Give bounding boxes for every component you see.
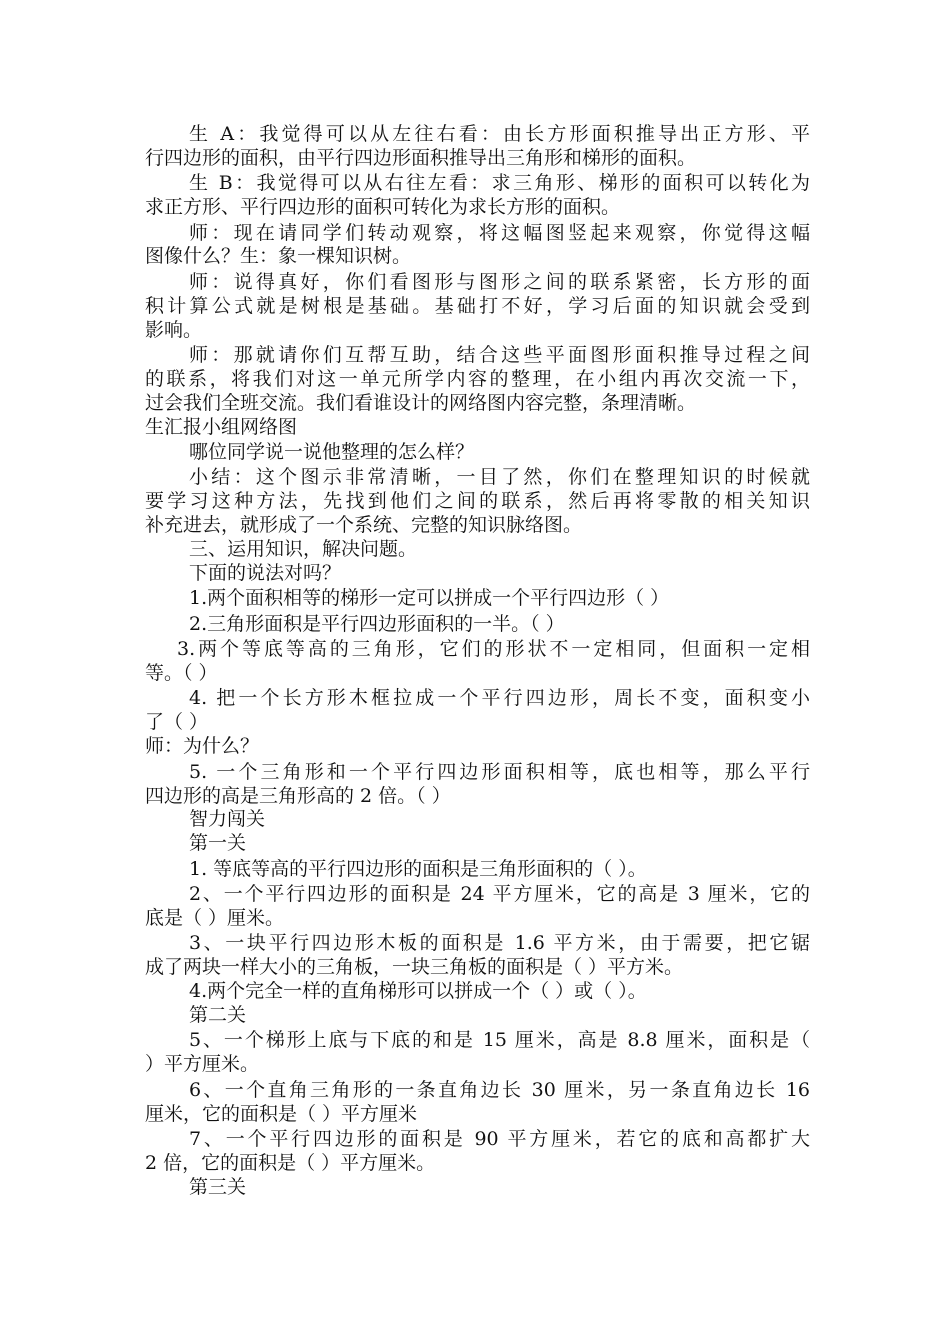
question-item: [145, 587, 810, 611]
text-line: 第三关: [189, 1175, 247, 1198]
paragraph: [145, 441, 810, 465]
text-line: 师：为什么？: [145, 735, 260, 758]
text-line: 三、运用知识，解决问题。: [189, 538, 418, 561]
text-line: 智力闯关: [189, 808, 266, 831]
text-line: 3、一块平行四边形木板的面积是 1.6 平方米，由于需要，把它锯: [189, 932, 810, 955]
text-line: 1. 等底等高的平行四边形的面积是三角形面积的（ ）。: [189, 857, 647, 880]
text-line: 要学习这种方法，先找到他们之间的联系，然后再将零散的相关知识: [145, 490, 810, 513]
paragraph: [145, 735, 810, 759]
text-line: 1.两个面积相等的梯形一定可以拼成一个平行四边形（ ）: [189, 587, 670, 610]
text-line: 2.三角形面积是平行四边形面积的一半。（ ）: [189, 612, 565, 635]
text-line: 5、一个梯形上底与下底的和是 15 厘米，高是 8.8 厘米，面积是（: [189, 1029, 810, 1052]
paragraph: [145, 416, 810, 440]
text-line: 行四边形的面积，由平行四边形面积推导出三角形和梯形的面积。: [145, 146, 697, 169]
section-heading: [145, 808, 810, 832]
text-line: 第二关: [189, 1004, 247, 1027]
question-item: [145, 613, 810, 637]
text-line: 第一关: [189, 832, 247, 855]
text-line: 等。（ ）: [145, 662, 218, 685]
text-line: 师：说得真好，你们看图形与图形之间的联系紧密，长方形的面: [189, 270, 810, 293]
section-heading: [145, 1004, 810, 1028]
section-heading: [145, 832, 810, 856]
text-line: 师：现在请同学们转动观察，将这幅图竖起来观察，你觉得这幅: [189, 221, 810, 244]
text-line: 了（ ）: [145, 711, 209, 734]
text-line: 生 A：我觉得可以从左往右看：由长方形面积推导出正方形、平: [189, 123, 810, 145]
section-heading: [145, 1176, 810, 1200]
text-line: 小结：这个图示非常清晰，一目了然，你们在整理知识的时候就: [189, 466, 810, 489]
question-item: [145, 638, 810, 686]
text-line: 2、一个平行四边形的面积是 24 平方厘米，它的高是 3 厘米，它的: [189, 883, 810, 906]
question-item: [145, 1079, 810, 1127]
section-heading: [145, 538, 810, 562]
paragraph: [145, 271, 810, 343]
text-line: 生汇报小组网络图: [145, 415, 298, 438]
text-line: 求正方形、平行四边形的面积可转化为求长方形的面积。: [145, 196, 621, 219]
question-item: [145, 883, 810, 931]
text-line: 成了两块一样大小的三角板，一块三角板的面积是（ ）平方米。: [145, 956, 684, 979]
text-line: 4.两个完全一样的直角梯形可以拼成一个（ ）或（ ）。: [189, 980, 647, 1003]
question-item: [145, 858, 810, 882]
paragraph: [145, 172, 810, 220]
question-item: [145, 761, 810, 809]
question-item: [145, 932, 810, 980]
question-item: [145, 980, 810, 1004]
paragraph: [145, 466, 810, 538]
paragraph: [145, 123, 810, 171]
text-line: 图像什么？生：象一棵知识树。: [145, 245, 412, 268]
document-body: [145, 123, 810, 1200]
text-line: 6、一个直角三角形的一条直角边长 30 厘米，另一条直角边长 16: [189, 1078, 810, 1101]
text-line: 哪位同学说一说他整理的怎么样？: [189, 441, 475, 464]
text-line: 厘米，它的面积是（ ）平方厘米: [145, 1102, 418, 1125]
text-line: 2 倍，它的面积是（ ）平方厘米。: [145, 1151, 436, 1174]
text-line: 影响。: [145, 318, 203, 341]
text-line: 四边形的高是三角形高的 2 倍。（ ）: [145, 784, 451, 807]
text-line: 3.两个等底等高的三角形，它们的形状不一定相同，但面积一定相: [177, 638, 810, 661]
text-line: 底是（ ）厘米。: [145, 907, 285, 929]
text-line: 的联系，将我们对这一单元所学内容的整理，在小组内再次交流一下，: [145, 367, 810, 390]
text-line: 7、一个平行四边形的面积是 90 平方厘米，若它的底和高都扩大: [189, 1128, 810, 1151]
question-item: [145, 1029, 810, 1077]
text-line: ）平方厘米。: [145, 1053, 260, 1076]
text-line: 下面的说法对吗？: [189, 562, 342, 585]
paragraph: [145, 222, 810, 270]
text-line: 补充进去，就形成了一个系统、完整的知识脉络图。: [145, 514, 583, 537]
paragraph: [145, 344, 810, 416]
paragraph: [145, 562, 810, 586]
question-item: [145, 687, 810, 735]
text-line: 积计算公式就是树根是基础。基础打不好，学习后面的知识就会受到: [145, 294, 810, 317]
text-line: 4. 把一个长方形木框拉成一个平行四边形，周长不变，面积变小: [189, 687, 810, 710]
text-line: 师：那就请你们互帮互助，结合这些平面图形面积推导过程之间: [189, 344, 810, 367]
text-line: 生 B：我觉得可以从右往左看：求三角形、梯形的面积可以转化为: [189, 172, 810, 195]
text-line: 过会我们全班交流。我们看谁设计的网络图内容完整，条理清晰。: [145, 391, 697, 414]
text-line: 5. 一个三角形和一个平行四边形面积相等，底也相等，那么平行: [189, 760, 810, 783]
question-item: [145, 1128, 810, 1176]
